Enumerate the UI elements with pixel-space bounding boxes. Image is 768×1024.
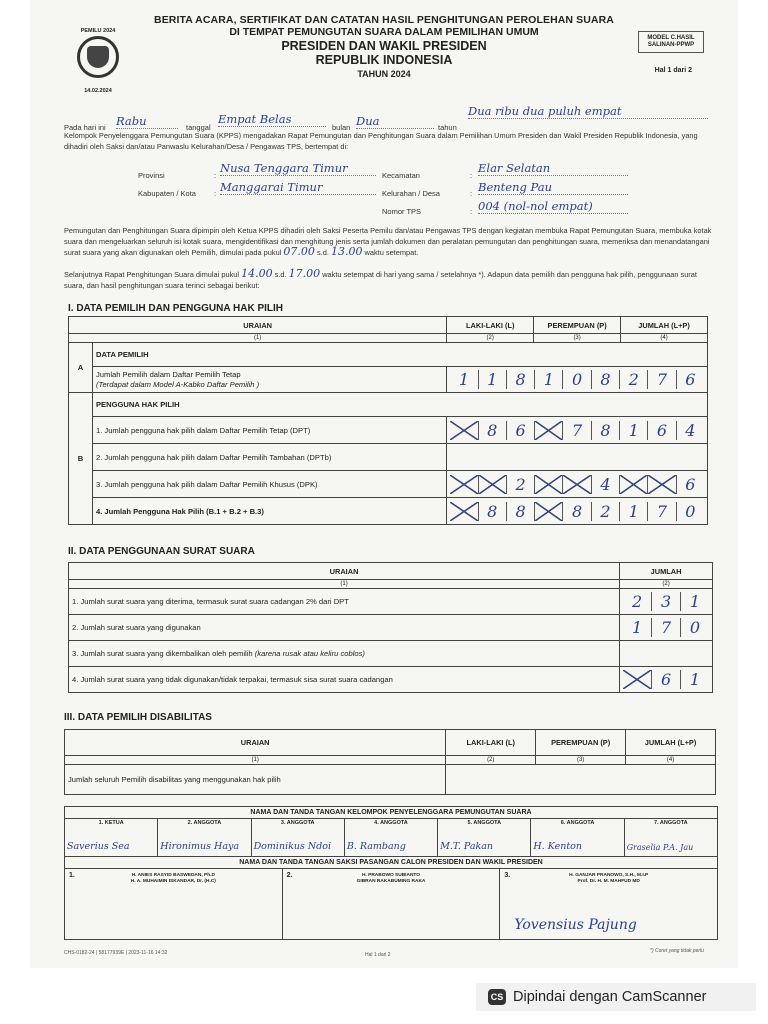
crossed-cell xyxy=(534,421,562,440)
sd-label: s.d. xyxy=(316,248,329,258)
crossed-cell xyxy=(534,475,562,494)
s2-num-2: (2) xyxy=(620,580,713,589)
count-text-b: waktu setempat di hari yang sama / setelahnya *). Adapun data pemilih dan pengguna hak pilih, penggunaan surat suara, dan hasil penghitungan suara terinci sebagai berikut: xyxy=(64,270,697,290)
digit-cell: 8 xyxy=(506,502,534,521)
col-uraian: URAIAN xyxy=(69,317,447,334)
s2-r3-note: (karena rusak atau keliru coblos) xyxy=(254,649,365,658)
model-line-2: SALINAN-PPWP xyxy=(647,42,695,48)
b4-label: 4. Jumlah Pengguna Hak Pilih (B.1 + B.2 + B.3) xyxy=(92,498,446,525)
crossed-cell xyxy=(647,475,675,494)
crossed-cell xyxy=(450,475,477,494)
start-time: 07.00 xyxy=(283,245,315,259)
s3-col-laki: LAKI-LAKI (L) xyxy=(446,730,536,756)
b1-label: 1. Jumlah pengguna hak pilih dalam Daftar Pemilih Tetap (DPT) xyxy=(92,417,446,444)
colon: : xyxy=(470,171,473,180)
tanggal-value: Empat Belas xyxy=(218,112,326,127)
member-name: Hironimus Haya xyxy=(160,841,240,852)
kpps-member xyxy=(344,819,437,856)
digit-cell: 8 xyxy=(506,370,534,389)
kpps-member xyxy=(65,819,157,856)
saksi-column xyxy=(282,869,500,939)
member-name: H. Kenton xyxy=(533,841,582,852)
hari-value: Rabu xyxy=(116,114,178,129)
bulan-value: Dua xyxy=(356,114,434,129)
s2-r1: 1. Jumlah surat suara yang diterima, termasuk surat suara cadangan 2% dari DPT xyxy=(69,589,620,615)
kabupaten-value: Manggarai Timur xyxy=(220,180,376,195)
digit-cell: 7 xyxy=(651,618,680,637)
b3-label: 3. Jumlah pengguna hak pilih dalam Daftar Pemilih Khusus (DPK) xyxy=(92,471,446,498)
footer-page: Hal 1 dari 2 xyxy=(365,952,391,958)
a-title: DATA PEMILIH xyxy=(92,343,707,367)
waktu-label: waktu setempat. xyxy=(364,248,419,258)
digit-cell: 4 xyxy=(591,475,619,494)
tahun-label: tahun xyxy=(438,123,457,132)
saksi-signatures xyxy=(65,869,717,939)
digit-cell: 8 xyxy=(478,502,506,521)
b2-label: 2. Jumlah pengguna hak pilih dalam Daftar Pemilih Tambahan (DPTb) xyxy=(92,444,446,471)
digit-cell: 7 xyxy=(647,502,675,521)
document-page xyxy=(30,0,738,968)
kelurahan-label: Kelurahan / Desa xyxy=(382,189,440,198)
member-role: 1. KETUA xyxy=(98,820,124,826)
member-name: Saverius Sea xyxy=(67,841,130,852)
header-line-3: PRESIDEN DAN WAKIL PRESIDEN xyxy=(281,39,487,53)
tahun-value: Dua ribu dua puluh empat xyxy=(468,104,708,119)
section-2-title: II. DATA PENGGUNAAN SURAT SUARA xyxy=(68,546,255,557)
footer-note: *) Coret yang tidak perlu xyxy=(650,948,704,954)
s2-grid-row xyxy=(623,592,709,611)
saksi-column xyxy=(499,869,717,939)
digit-cell: 1 xyxy=(680,670,709,689)
kecamatan-value: Elar Selatan xyxy=(478,161,628,176)
s2-num-1: (1) xyxy=(69,580,620,589)
s3-num-1: (1) xyxy=(65,756,446,765)
pair-line-2: Prof. Dr. H. M. MAHFUD MD xyxy=(577,879,640,884)
end-time: 13.00 xyxy=(330,245,363,259)
saksi-title: NAMA DAN TANDA TANGAN SAKSI PASANGAN CALON PRESIDEN DAN WAKIL PRESIDEN xyxy=(65,857,717,869)
s2-grid-row xyxy=(623,618,709,637)
document-header xyxy=(30,14,738,79)
digit-cell: 3 xyxy=(651,592,680,611)
colon: : xyxy=(470,207,473,216)
s2-r4: 4. Jumlah surat suara yang tidak digunakan/tidak terpakai, termasuk sisa surat suara cadangan xyxy=(69,667,620,693)
b-title: PENGGUNA HAK PILIH xyxy=(92,393,707,417)
a1-line-2: (Terdapat dalam Model A-Kabko Daftar Pemilih ) xyxy=(95,379,260,389)
procedure-text: Pemungutan dan Penghitungan Suara dipimpin oleh Ketua KPPS dihadiri oleh Saksi Peserta Pemilu dan/atau Pengawas TPS dengan kegiatan membuka Rapat Pemungutan Suara, membuka kotak suara dan mengeluarkan seluruh isi kotak suara, mengidentifikasi dan menghitung jenis serta jumlah dokumen dan peralatan pemungutan dan penghitungan suara, memeriksa dan menandatangani surat suara yang akan digunakan oleh Pemilih, dimulai pada pukul xyxy=(64,226,712,258)
header-line-1: BERITA ACARA, SERTIFIKAT DAN CATATAN HASIL PENGHITUNGAN PEROLEHAN SUARA xyxy=(154,14,614,26)
digit-cell: 1 xyxy=(631,618,643,637)
count-text-a: Selanjutnya Rapat Penghitungan Suara dimulai pukul xyxy=(64,270,240,279)
digit-cell: 6 xyxy=(506,421,534,440)
count-end: 17.00 xyxy=(288,267,321,280)
s3-col-jumlah: JUMLAH (L+P) xyxy=(626,730,716,756)
digit-cell: 1 xyxy=(458,370,470,389)
crossed-cell xyxy=(450,502,477,521)
digit-cell: 8 xyxy=(591,370,619,389)
kabupaten-label: Kabupaten / Kota xyxy=(138,189,196,198)
member-name: Dominikus Ndoi xyxy=(253,841,332,852)
grid-row xyxy=(450,475,704,494)
digit-cell: 6 xyxy=(647,421,675,440)
bulan-label: bulan xyxy=(332,123,351,132)
digit-cell: 8 xyxy=(562,502,590,521)
s3-num-2: (2) xyxy=(446,756,536,765)
voter-data-table xyxy=(68,316,708,525)
kpps-member xyxy=(251,819,344,856)
header-line-4: REPUBLIK INDONESIA xyxy=(315,53,453,67)
col-laki: LAKI-LAKI (L) xyxy=(447,317,534,334)
digit-cell: 7 xyxy=(562,421,590,440)
s2-r3 xyxy=(69,641,620,667)
kpps-signatures xyxy=(65,819,717,857)
digit-cell: 0 xyxy=(680,618,709,637)
signature-block xyxy=(64,806,718,940)
pair-line-1: H. ANIES RASYID BASWEDAN, Ph.D xyxy=(131,873,215,878)
num-4: (4) xyxy=(621,334,708,343)
section-1-title: I. DATA PEMILIH DAN PENGGUNA HAK PILIH xyxy=(68,303,283,314)
digit-cell: 2 xyxy=(506,475,534,494)
digit-cell: 8 xyxy=(591,421,619,440)
disability-table xyxy=(64,729,716,795)
saksi-name: Yovensius Pajung xyxy=(514,917,637,933)
num-2: (2) xyxy=(447,334,534,343)
crossed-cell xyxy=(534,502,562,521)
member-role: 4. ANGGOTA xyxy=(374,820,408,826)
digit-cell: 1 xyxy=(478,370,506,389)
s2-grid-row xyxy=(623,670,709,689)
camscanner-icon: CS xyxy=(488,989,506,1005)
crossed-cell xyxy=(562,475,590,494)
grid-row xyxy=(450,421,704,440)
code-a: A xyxy=(69,343,93,393)
procedure-paragraph xyxy=(64,226,714,259)
section-3-title: III. DATA PEMILIH DISABILITAS xyxy=(64,712,212,723)
kpps-member xyxy=(437,819,530,856)
member-role: 2. ANGGOTA xyxy=(187,820,222,826)
provinsi-label: Provinsi xyxy=(138,171,165,180)
intro-paragraph: Kelompok Penyelenggara Pemungutan Suara (KPPS) mengadakan Rapat Pemungutan dan Penghitungan Suara dalam Pemilihan Umum Presiden dan Wakil Presiden Republik Indonesia, yang dihadiri oleh Saksi dan/atau Panwaslu Kelurahan/Desa / Pengawas TPS, bertempat di: xyxy=(64,131,698,151)
logo-bottom-text: 14.02.2024 xyxy=(84,88,112,94)
digit-cell: 2 xyxy=(631,592,643,611)
grid-row xyxy=(450,370,704,389)
code-b: B xyxy=(69,393,93,525)
header-line-2: DI TEMPAT PEMUNGUTAN SUARA DALAM PEMILIHAN UMUM xyxy=(229,26,539,38)
digit-cell: 0 xyxy=(676,502,704,521)
crossed-cell xyxy=(619,475,647,494)
tps-value: 004 (nol-nol empat) xyxy=(478,199,628,214)
provinsi-value: Nusa Tenggara Timur xyxy=(220,161,376,176)
digit-cell: 1 xyxy=(619,421,647,440)
digit-cell: 6 xyxy=(651,670,680,689)
a1-line-1: Jumlah Pemilih dalam Daftar Pemilih Tetap xyxy=(95,369,241,379)
digit-cell: 2 xyxy=(619,370,647,389)
member-role: 3. ANGGOTA xyxy=(280,820,315,826)
count-start: 14.00 xyxy=(241,267,273,280)
kelurahan-value: Benteng Pau xyxy=(478,180,628,195)
col-perempuan: PEREMPUAN (P) xyxy=(534,317,621,334)
footer-code: CHS-0182-24 | 58177939E | 2023-11-16 14:32 xyxy=(64,950,168,956)
digit-cell: 6 xyxy=(676,370,704,389)
page-indicator: Hal 1 dari 2 xyxy=(654,67,692,74)
member-role: 6. ANGGOTA xyxy=(560,820,595,826)
digit-cell: 0 xyxy=(562,370,590,389)
digit-cell: 6 xyxy=(676,475,704,494)
count-paragraph xyxy=(64,269,714,291)
kpps-member xyxy=(624,819,717,856)
pair-line-2: H. A. MUHAIMIN ISKANDAR, Dr. (H.C) xyxy=(130,879,216,884)
member-name: M.T. Pakan xyxy=(440,841,494,852)
kecamatan-label: Kecamatan xyxy=(382,171,420,180)
model-line-1: MODEL C.HASIL xyxy=(647,35,695,41)
member-role: 7. ANGGOTA xyxy=(654,820,688,826)
pair-line-2: GIBRAN RAKABUMING RAKA xyxy=(356,879,426,884)
s3-r1: Jumlah seluruh Pemilih disabilitas yang menggunakan hak pilih xyxy=(65,765,446,795)
s2-r3-text: 3. Jumlah surat suara yang dikembalikan oleh pemilih xyxy=(72,649,255,658)
colon: : xyxy=(214,189,217,198)
logo-top-text: PEMILU 2024 xyxy=(80,28,116,34)
tanggal-label: tanggal xyxy=(186,123,211,132)
model-box xyxy=(638,31,704,53)
digit-cell: 8 xyxy=(478,421,506,440)
digit-cell: 2 xyxy=(591,502,619,521)
grid-row xyxy=(450,502,704,521)
camscanner-badge xyxy=(476,983,756,1011)
num-3: (3) xyxy=(534,334,621,343)
crossed-cell xyxy=(450,421,477,440)
colon: : xyxy=(214,171,217,180)
sd-label-2: s.d. xyxy=(274,270,287,279)
member-name: B. Rambang xyxy=(346,841,406,852)
digit-cell: 1 xyxy=(680,592,709,611)
camscanner-text: Dipindai dengan CamScanner xyxy=(513,989,707,1005)
ballot-usage-table xyxy=(68,562,713,693)
col-jumlah: JUMLAH (L+P) xyxy=(621,317,708,334)
digit-cell: 4 xyxy=(676,421,704,440)
pair-line-1: H. GANJAR PRANOWO, S.H., M.I.P xyxy=(569,873,649,878)
digit-cell: 1 xyxy=(619,502,647,521)
crossed-cell xyxy=(478,475,506,494)
member-name: Graselia P.A. Jau xyxy=(626,843,694,852)
s3-col-perempuan: PEREMPUAN (P) xyxy=(536,730,626,756)
digit-cell: 7 xyxy=(647,370,675,389)
saksi-column xyxy=(65,869,282,939)
num-1: (1) xyxy=(69,334,447,343)
s3-num-3: (3) xyxy=(536,756,626,765)
s2-col-jumlah: JUMLAH xyxy=(620,563,713,580)
header-line-5: TAHUN 2024 xyxy=(357,69,411,79)
saksi-no: 3. xyxy=(504,872,511,879)
pair-line-1: H. PRABOWO SUBIANTO xyxy=(362,873,421,878)
kpps-title: NAMA DAN TANDA TANGAN KELOMPOK PENYELENGGARA PEMUNGUTAN SUARA xyxy=(65,807,717,819)
s2-r2: 2. Jumlah surat suara yang digunakan xyxy=(69,615,620,641)
s3-num-4: (4) xyxy=(626,756,716,765)
tps-label: Nomor TPS xyxy=(382,207,422,216)
kpps-member xyxy=(157,819,250,856)
saksi-no: 1. xyxy=(69,872,75,879)
crossed-cell xyxy=(623,670,651,689)
pada-hari-label: Pada hari ini xyxy=(64,123,106,132)
member-role: 5. ANGGOTA xyxy=(467,820,502,826)
s2-col-uraian: URAIAN xyxy=(69,563,620,580)
saksi-no: 2. xyxy=(286,872,293,879)
kpps-member xyxy=(530,819,623,856)
s3-col-uraian: URAIAN xyxy=(65,730,446,756)
digit-cell: 1 xyxy=(534,370,562,389)
colon: : xyxy=(470,189,473,198)
